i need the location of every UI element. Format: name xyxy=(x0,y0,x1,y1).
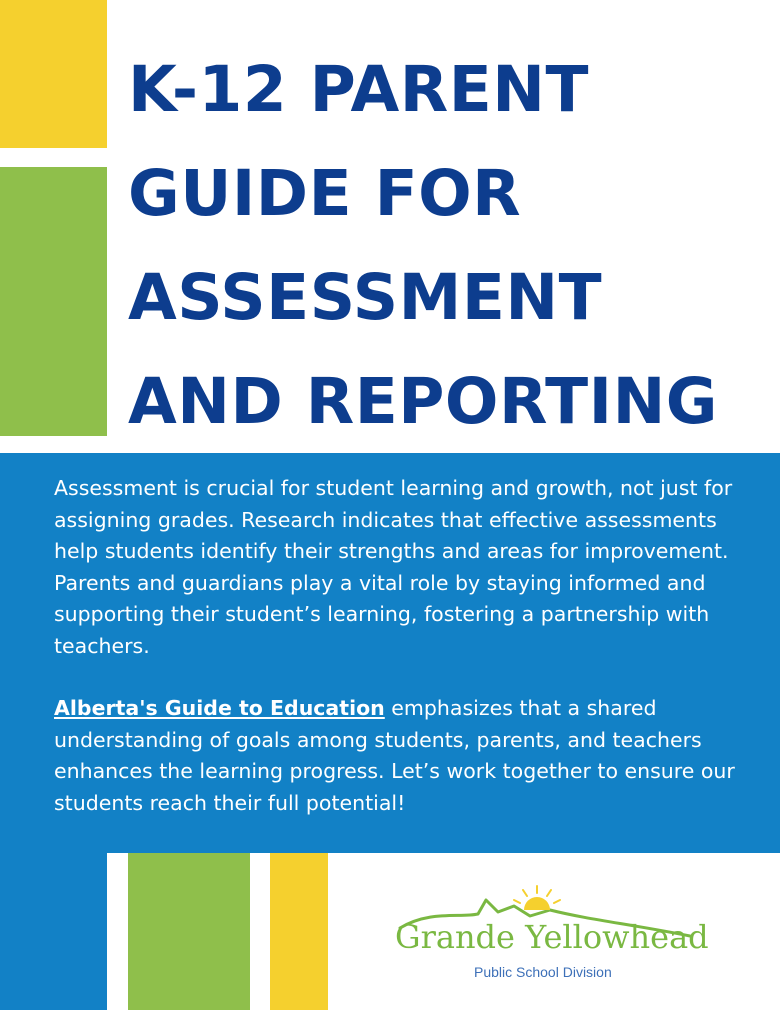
yellow-accent-block-top xyxy=(0,0,107,148)
guide-paragraph xyxy=(54,693,754,819)
blue-accent-block-bottom xyxy=(0,853,107,1010)
title-line-1: K-12 PARENT xyxy=(128,53,589,126)
logo-subtitle: Public School Division xyxy=(474,964,612,980)
alberta-guide-link[interactable]: Alberta's Guide to Education xyxy=(54,696,385,720)
green-accent-block-left xyxy=(0,167,107,436)
intro-text xyxy=(54,473,754,819)
title-line-4: AND REPORTING xyxy=(128,365,719,438)
sun-icon xyxy=(512,884,562,920)
intro-paragraph: Assessment is crucial for student learning and growth, not just for assigning grades. Research indicates that effective assessments help students identify their strengths and areas for improvement. Parents and guardians play a vital role by staying informed and supporting their student’s learning, fostering a partnership with teachers. xyxy=(54,476,733,658)
title-line-2: GUIDE FOR xyxy=(128,157,522,230)
page-title xyxy=(128,38,768,454)
guide-paragraph-text: emphasizes that a shared understanding of goals among students, parents, and teachers enhances the learning progress. Let’s work together to ensure our students reach their full potential! xyxy=(54,696,735,815)
title-line-3: ASSESSMENT xyxy=(128,261,603,334)
green-accent-block-bottom xyxy=(128,853,250,1010)
logo-wordmark: Grande Yellowhead xyxy=(395,918,709,956)
yellow-accent-block-bottom xyxy=(270,853,328,1010)
